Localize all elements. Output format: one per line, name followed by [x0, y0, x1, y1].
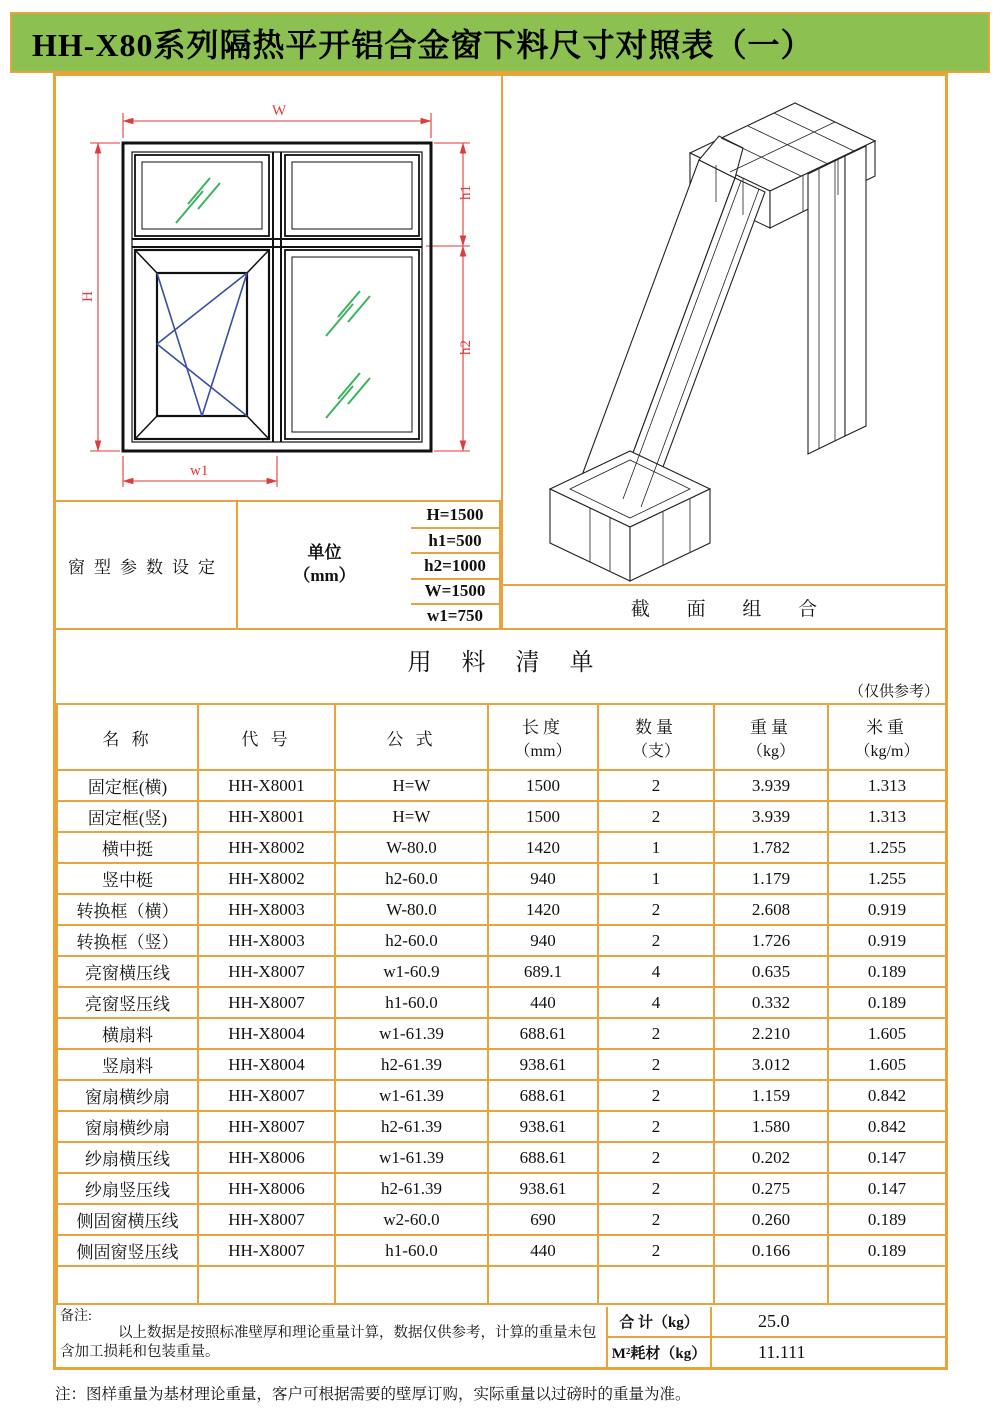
table-cell: 688.61 [488, 1142, 598, 1173]
table-cell: 3.939 [714, 801, 828, 832]
remarks-label: 备注: [60, 1309, 92, 1324]
table-cell: 固定框(横) [57, 770, 198, 801]
totals-cell [608, 1307, 945, 1367]
param-h1: h1=500 [411, 527, 501, 552]
diagram-row [56, 76, 945, 630]
table-row [57, 956, 945, 987]
table-cell: 固定框(竖) [57, 801, 198, 832]
table-cell: 竖扇料 [57, 1049, 198, 1080]
table-cell [598, 1266, 714, 1304]
table-cell: 1500 [488, 801, 598, 832]
dim-label-H: H [80, 291, 96, 302]
dim-label-h1: h1 [458, 185, 474, 200]
table-cell: 亮窗竖压线 [57, 987, 198, 1018]
table-cell: HH-X8007 [198, 1111, 335, 1142]
table-cell: 侧固窗横压线 [57, 1204, 198, 1235]
casement-opening-symbol [157, 273, 247, 416]
table-cell: 2 [598, 1111, 714, 1142]
table-cell: HH-X8007 [198, 1080, 335, 1111]
table-cell [488, 1266, 598, 1304]
table-cell: h1-60.0 [335, 1235, 488, 1266]
table-row [57, 770, 945, 801]
material-header-row [57, 704, 945, 770]
table-cell: 2 [598, 1080, 714, 1111]
table-row [57, 1173, 945, 1204]
table-cell [57, 1266, 198, 1304]
table-cell: 0.919 [828, 925, 945, 956]
table-cell: 1.255 [828, 832, 945, 863]
table-cell: 4 [598, 987, 714, 1018]
table-cell: 440 [488, 987, 598, 1018]
footer-note: 注：图样重量为基材理论重量，客户可根据需要的壁厚订购，实际重量以过磅时的重量为准。 [55, 1386, 691, 1403]
table-cell: 688.61 [488, 1018, 598, 1049]
table-cell: 竖中梃 [57, 863, 198, 894]
material-list-title: 用 料 清 单 [407, 650, 606, 676]
table-cell: 1.782 [714, 832, 828, 863]
table-cell: 2.608 [714, 894, 828, 925]
dim-label-h2: h2 [458, 340, 474, 355]
table-cell: 938.61 [488, 1111, 598, 1142]
table-cell: HH-X8006 [198, 1142, 335, 1173]
param-H: H=1500 [411, 502, 501, 527]
table-cell: h2-61.39 [335, 1049, 488, 1080]
table-cell: 0.842 [828, 1080, 945, 1111]
table-row [57, 832, 945, 863]
table-cell: 纱扇竖压线 [57, 1173, 198, 1204]
page-title: HH-X80系列隔热平开铝合金窗下料尺寸对照表（一） [10, 12, 990, 73]
table-cell: 3.939 [714, 770, 828, 801]
table-cell: HH-X8002 [198, 832, 335, 863]
column-header: 名 称 [57, 704, 198, 770]
parameter-table [56, 500, 501, 628]
table-cell: 0.189 [828, 1204, 945, 1235]
table-cell: 0.147 [828, 1142, 945, 1173]
table-cell: h2-60.0 [335, 925, 488, 956]
table-cell: 0.635 [714, 956, 828, 987]
table-cell: W-80.0 [335, 894, 488, 925]
table-cell: 1.580 [714, 1111, 828, 1142]
table-cell: HH-X8007 [198, 1204, 335, 1235]
table-row [57, 863, 945, 894]
table-cell: 1 [598, 832, 714, 863]
table-cell: 横中挺 [57, 832, 198, 863]
table-row [57, 925, 945, 956]
table-cell: 0.147 [828, 1173, 945, 1204]
table-cell: 1.313 [828, 801, 945, 832]
table-cell: HH-X8003 [198, 894, 335, 925]
table-cell: HH-X8003 [198, 925, 335, 956]
table-cell: 1.313 [828, 770, 945, 801]
table-cell: 4 [598, 956, 714, 987]
param-unit [238, 502, 411, 628]
total-weight-label: 合 计（kg） [608, 1307, 712, 1336]
section-label: 截 面 组 合 [503, 584, 945, 628]
table-cell: HH-X8007 [198, 1235, 335, 1266]
parameter-table-label: 窗型参数设定 [56, 502, 238, 628]
table-cell: 2 [598, 925, 714, 956]
table-cell: 侧固窗竖压线 [57, 1235, 198, 1266]
table-cell: 2 [598, 1204, 714, 1235]
table-cell: 2 [598, 770, 714, 801]
table-cell: HH-X8004 [198, 1049, 335, 1080]
table-cell: 横扇料 [57, 1018, 198, 1049]
table-cell: w2-60.0 [335, 1204, 488, 1235]
dim-label-w1: w1 [190, 463, 209, 479]
table-cell: 1500 [488, 770, 598, 801]
table-cell: 0.919 [828, 894, 945, 925]
table-row [57, 1142, 945, 1173]
table-row [57, 1235, 945, 1266]
table-cell: 2 [598, 1142, 714, 1173]
table-cell: 2.210 [714, 1018, 828, 1049]
table-cell: 688.61 [488, 1080, 598, 1111]
window-diagram-panel [56, 76, 503, 628]
table-cell [828, 1266, 945, 1304]
material-rows [57, 770, 945, 1304]
total-weight-row [608, 1307, 945, 1336]
table-row [57, 1018, 945, 1049]
content-box [53, 73, 948, 1370]
table-cell: 窗扇横纱扇 [57, 1111, 198, 1142]
section-panel [503, 76, 945, 628]
table-cell: 亮窗横压线 [57, 956, 198, 987]
table-cell: H=W [335, 770, 488, 801]
total-weight-value: 25.0 [758, 1311, 790, 1331]
column-header: 代 号 [198, 704, 335, 770]
table-cell: 940 [488, 925, 598, 956]
table-cell: 0.189 [828, 1235, 945, 1266]
table-cell: 940 [488, 863, 598, 894]
remarks-cell [56, 1307, 608, 1367]
table-cell: HH-X8004 [198, 1018, 335, 1049]
table-cell: 纱扇横压线 [57, 1142, 198, 1173]
material-table-wrap [56, 703, 945, 1307]
table-cell: w1-61.39 [335, 1142, 488, 1173]
table-cell: 0.189 [828, 956, 945, 987]
table-cell: 2 [598, 894, 714, 925]
column-header: 公 式 [335, 704, 488, 770]
table-cell: 689.1 [488, 956, 598, 987]
per-sqm-row [608, 1336, 945, 1367]
table-row [57, 1049, 945, 1080]
table-row [57, 894, 945, 925]
table-cell: 2 [598, 1173, 714, 1204]
table-cell: 1420 [488, 832, 598, 863]
table-cell: HH-X8002 [198, 863, 335, 894]
table-cell: H=W [335, 801, 488, 832]
table-cell: 转换框（横） [57, 894, 198, 925]
section-drawing [503, 76, 943, 586]
table-cell: 1.179 [714, 863, 828, 894]
param-unit-line2: （mm） [293, 566, 356, 585]
table-cell: w1-61.39 [335, 1018, 488, 1049]
table-cell: 2 [598, 801, 714, 832]
table-cell [198, 1266, 335, 1304]
table-cell: 1 [598, 863, 714, 894]
column-header: 数量 （支） [598, 704, 714, 770]
table-row [57, 801, 945, 832]
param-w1: w1=750 [411, 603, 501, 628]
table-cell: 1420 [488, 894, 598, 925]
table-cell: 0.202 [714, 1142, 828, 1173]
table-cell: w1-60.9 [335, 956, 488, 987]
table-cell: 2 [598, 1018, 714, 1049]
table-cell: HH-X8007 [198, 987, 335, 1018]
table-cell: 2 [598, 1049, 714, 1080]
table-cell: 转换框（竖） [57, 925, 198, 956]
per-sqm-value: 11.111 [758, 1342, 806, 1362]
table-cell: 440 [488, 1235, 598, 1266]
table-cell: h2-61.39 [335, 1111, 488, 1142]
table-cell: h1-60.0 [335, 987, 488, 1018]
table-cell [335, 1266, 488, 1304]
dim-label-W: W [272, 103, 287, 119]
table-cell: 1.726 [714, 925, 828, 956]
table-cell: HH-X8001 [198, 801, 335, 832]
table-cell: 3.012 [714, 1049, 828, 1080]
window-frame [123, 143, 431, 451]
column-header: 重量 （kg） [714, 704, 828, 770]
table-cell: 2 [598, 1235, 714, 1266]
empty-row [57, 1266, 945, 1304]
table-row [57, 987, 945, 1018]
material-table [56, 703, 945, 1305]
table-cell: W-80.0 [335, 832, 488, 863]
table-cell: 938.61 [488, 1173, 598, 1204]
remarks-text: 以上数据是按照标准壁厚和理论重量计算，数据仅供参考，计算的重量未包含加工损耗和包装重量。 [60, 1325, 597, 1361]
param-W: W=1500 [411, 578, 501, 603]
table-cell: 0.842 [828, 1111, 945, 1142]
table-row [57, 1204, 945, 1235]
table-cell: 窗扇横纱扇 [57, 1080, 198, 1111]
reference-note: （仅供参考） [848, 684, 939, 700]
table-cell: HH-X8007 [198, 956, 335, 987]
bottom-row [56, 1307, 945, 1367]
table-cell: 1.255 [828, 863, 945, 894]
table-cell: 0.332 [714, 987, 828, 1018]
table-cell: 0.275 [714, 1173, 828, 1204]
table-cell: h2-60.0 [335, 863, 488, 894]
table-cell: 690 [488, 1204, 598, 1235]
column-header: 长度 （mm） [488, 704, 598, 770]
window-elevation-drawing [56, 76, 501, 502]
table-cell: 1.159 [714, 1080, 828, 1111]
table-cell: 0.260 [714, 1204, 828, 1235]
table-cell [714, 1266, 828, 1304]
table-row [57, 1080, 945, 1111]
table-row [57, 1111, 945, 1142]
table-cell: 0.166 [714, 1235, 828, 1266]
table-cell: 1.605 [828, 1018, 945, 1049]
table-cell: HH-X8006 [198, 1173, 335, 1204]
material-list-title-row [56, 630, 945, 703]
table-cell: 0.189 [828, 987, 945, 1018]
table-cell: 938.61 [488, 1049, 598, 1080]
table-cell: h2-61.39 [335, 1173, 488, 1204]
param-h2: h2=1000 [411, 552, 501, 577]
column-header: 米重 （kg/m） [828, 704, 945, 770]
table-cell: w1-61.39 [335, 1080, 488, 1111]
param-unit-line1: 单位 [307, 543, 342, 563]
table-cell: HH-X8001 [198, 770, 335, 801]
per-sqm-label: M²耗材（kg） [608, 1338, 712, 1367]
table-cell: 1.605 [828, 1049, 945, 1080]
